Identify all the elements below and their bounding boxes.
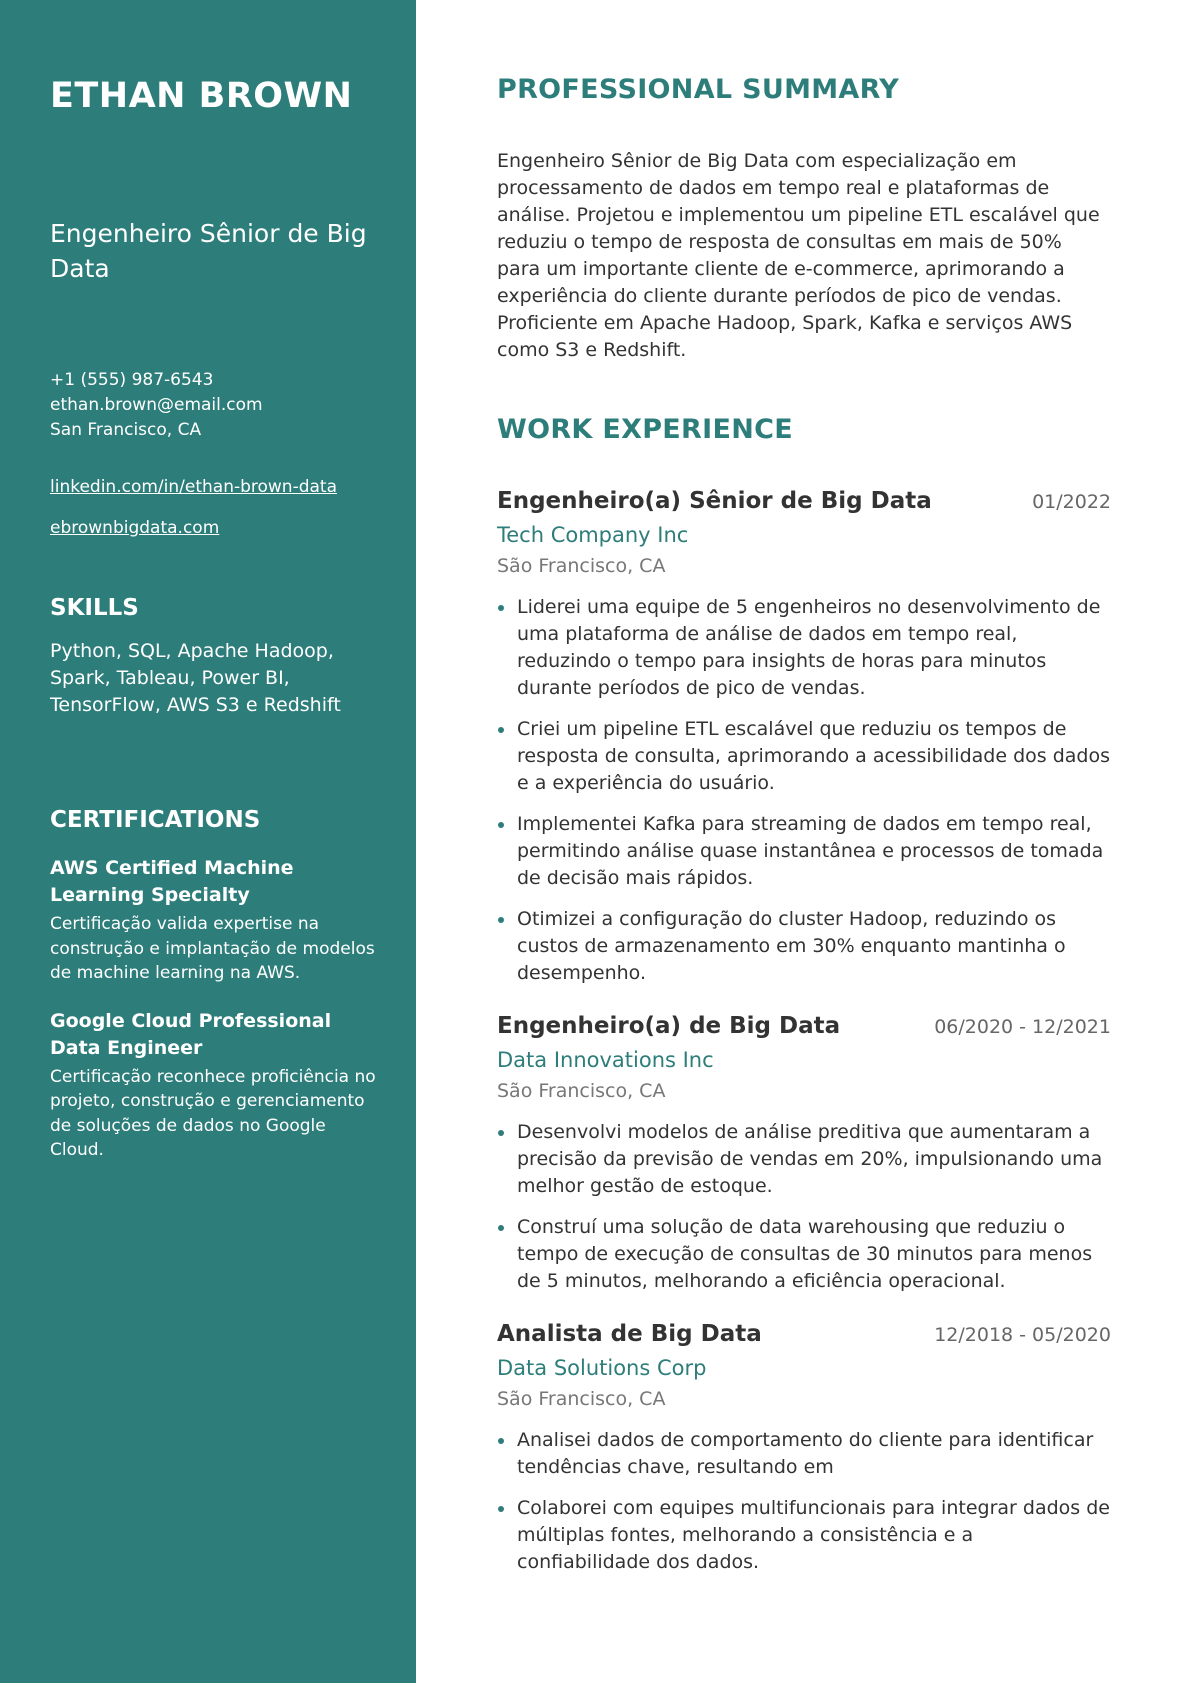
summary-heading: PROFESSIONAL SUMMARY [497,74,900,105]
job-bullets [497,594,1111,987]
certification-title: Google Cloud Professional Data Engineer [50,1009,332,1059]
job-bullet: Construí uma solução de data warehousing que reduziu o tempo de execução de consultas de 30 minutos para menos de 5 minutos, melhorando a eficiência operacional. [497,1214,1111,1295]
main-content [497,0,1111,1576]
candidate-name: ETHAN BROWN [50,76,353,116]
job-entry [497,486,1111,987]
job-bullet: Otimizei a configuração do cluster Hadoop, reduzindo os custos de armazenamento em 30% enquanto mantinha o desempenho. [497,906,1111,987]
job-title: Engenheiro(a) de Big Data [497,1013,841,1039]
summary-text: Engenheiro Sênior de Big Data com especialização em processamento de dados em tempo real e plataformas de análise. Projetou e implementou um pipeline ETL escalável que reduziu o tempo de resposta de consultas em mais de 50% para um importante cliente de e-commerce, aprimorando a experiência do cliente durante períodos de pico de vendas. Proficiente em Apache Hadoop, Spark, Kafka e serviços AWS como S3 e Redshift. [497,150,1100,361]
certification-description: Certificação valida expertise na construção e implantação de modelos de machine learning na AWS. [50,914,375,983]
job-title: Analista de Big Data [497,1321,762,1347]
job-dates: 12/2018 - 05/2020 [934,1324,1111,1346]
job-bullets [497,1427,1111,1576]
email-address: ethan.brown@email.com [50,395,263,415]
job-bullet: Desenvolvi modelos de análise preditiva que aumentaram a precisão da previsão de vendas em 20%, impulsionando uma melhor gestão de estoque. [497,1119,1111,1200]
company-name: Data Innovations Inc [497,1048,714,1072]
job-dates: 06/2020 - 12/2021 [934,1016,1111,1038]
phone-number: +1 (555) 987-6543 [50,370,214,390]
skills-list: Python, SQL, Apache Hadoop, Spark, Tableau, Power BI, TensorFlow, AWS S3 e Redshift [50,640,341,716]
job-location: São Francisco, CA [497,555,666,577]
certifications-heading: CERTIFICATIONS [50,807,261,833]
job-title: Engenheiro(a) Sênior de Big Data [497,488,932,514]
job-bullet: Implementei Kafka para streaming de dados em tempo real, permitindo análise quase instantânea e processos de tomada de decisão mais rápidos. [497,811,1111,892]
website-link[interactable]: ebrownbigdata.com [50,518,220,538]
candidate-location: San Francisco, CA [50,420,202,440]
certification-description: Certificação reconhece proficiência no projeto, construção e gerenciamento de soluções de dados no Google Cloud. [50,1066,376,1160]
company-name: Data Solutions Corp [497,1356,707,1380]
linkedin-link[interactable]: linkedin.com/in/ethan-brown-data [50,477,338,497]
job-bullet: Analisei dados de comportamento do cliente para identificar tendências chave, resultando em [497,1427,1111,1481]
job-bullet: Liderei uma equipe de 5 engenheiros no desenvolvimento de uma plataforma de análise de dados em tempo real, reduzindo o tempo para insights de horas para minutos durante períodos de pico de vendas. [497,594,1111,702]
contact-info [50,368,378,443]
job-location: São Francisco, CA [497,1388,666,1410]
job-bullet: Criei um pipeline ETL escalável que reduziu os tempos de resposta de consulta, aprimorando a acessibilidade dos dados e a experiência do usuário. [497,716,1111,797]
skills-heading: SKILLS [50,595,139,621]
candidate-headline: Engenheiro Sênior de Big Data [50,219,367,283]
job-bullets [497,1119,1111,1295]
job-entry [497,1011,1111,1295]
sidebar [0,0,416,1683]
work-experience-heading: WORK EXPERIENCE [497,414,793,445]
certification-item [50,1008,378,1163]
job-dates: 01/2022 [1032,491,1111,513]
certification-item [50,855,378,986]
job-location: São Francisco, CA [497,1080,666,1102]
profile-links [50,475,378,541]
job-bullet: Colaborei com equipes multifuncionais para integrar dados de múltiplas fontes, melhorando a consistência e a confiabilidade dos dados. [497,1495,1111,1576]
certification-title: AWS Certified Machine Learning Specialty [50,857,294,906]
company-name: Tech Company Inc [497,523,689,547]
job-entry [497,1319,1111,1576]
